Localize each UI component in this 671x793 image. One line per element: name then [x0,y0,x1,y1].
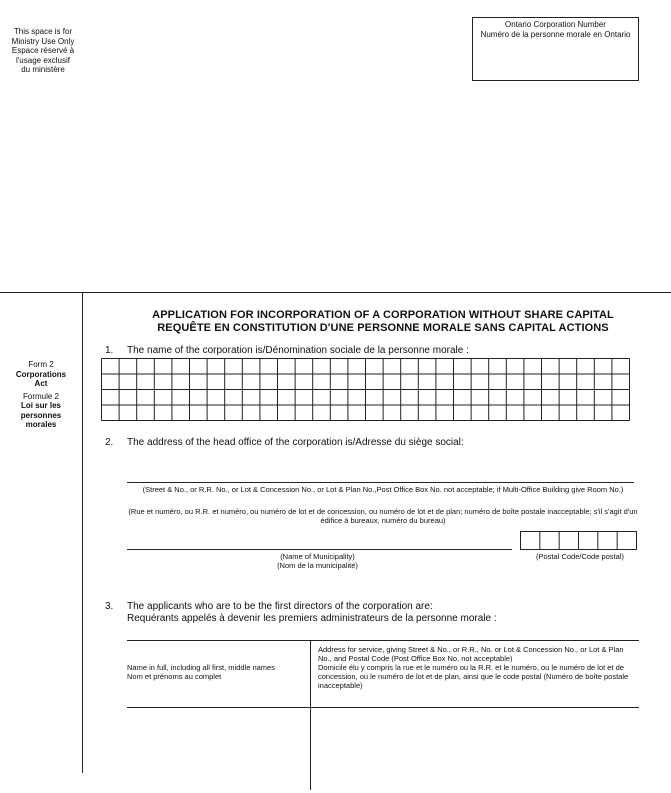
form-number-en: Form 2 [28,360,54,369]
ministry-line: Ministry Use Only [11,36,75,46]
directors-table-top-rule [127,640,639,641]
page-title [90,309,671,335]
divider-horizontal [0,292,671,293]
question-number: 2. [105,437,114,448]
title-en: APPLICATION FOR INCORPORATION OF A CORPORATION WITHOUT SHARE CAPITAL [152,309,614,321]
address-header-fr: Domicile élu y compris la rue et le numéro ou la R.R. et le numéro, ou le numéro de lot et de concession, ou le numéro de lot et de plan, ainsi que le code postal (Numéro de boîte postale inacceptable) [318,663,629,690]
ministry-line: Espace réservé à [11,46,75,55]
directors-table-column-divider [310,640,311,790]
question-1-text: The name of the corporation is/Dénomination sociale de la personne morale : [127,345,469,356]
divider-vertical [82,293,83,773]
address-header-en: Address for service, giving Street & No., or R.R., No. or Lot & Concession No., or Lot & Plan No., and Postal Code (Post Office Box No. not acceptable) [318,645,624,663]
act-name-fr-1: Loi sur les [20,401,61,410]
directors-name-header [127,663,307,681]
question-3-text-en: The applicants who are to be the first directors of the corporation are: [127,601,433,612]
question-number: 1. [105,345,114,356]
street-address-line[interactable] [127,482,634,483]
ministry-line: l'usage exclusif [16,55,70,65]
street-instructions-fr: (Rue et numéro, ou R.R. et numéro, ou numéro de lot et de concession, ou numéro de lot et de plan; numéro de boîte postale inacceptable; s'il s'agit d'un édifice à bureaux, numéro du bureau) [128,507,638,525]
question-1 [105,345,469,357]
municipality-label-fr: (Nom de la municipalité) [277,561,358,570]
ministry-use-note [6,27,80,75]
corp-number-label-fr: Numéro de la personne morale en Ontario [480,29,631,39]
question-2 [105,437,464,449]
postal-code-boxes[interactable] [520,531,638,551]
directors-table-header-rule [127,707,639,708]
postal-code-label: (Postal Code/Code postal) [536,552,624,561]
question-2-text: The address of the head office of the corporation is/Adresse du siège social: [127,437,464,448]
municipality-line[interactable] [127,549,512,550]
street-instructions-en: (Street & No., or R.R. No., or Lot & Concession No., or Lot & Plan No.,Post Office Box No. not acceptable; if Multi-Office Building give Room No.) [142,485,624,494]
name-header-en: Name in full, including all first, middle names [127,663,275,672]
ministry-line: du ministère [21,65,65,74]
corporation-number-field[interactable] [472,17,639,81]
name-header-fr: Nom et prénoms au complet [127,672,222,681]
act-name-en-2: Act [34,379,48,388]
corp-number-label-en: Ontario Corporation Number [505,20,606,29]
corporation-name-grid[interactable] [101,358,631,422]
act-name-en-1: Corporations [15,369,67,379]
municipality-label-en: (Name of Municipality) [280,552,355,561]
ministry-line: This space is for [13,27,73,36]
question-3 [105,601,497,625]
act-name-fr-2: personnes [20,410,62,420]
municipality-label [200,552,435,570]
form-number-fr: Formule 2 [22,391,59,401]
question-number: 3. [105,601,114,612]
title-fr: REQUÊTE EN CONSTITUTION D'UNE PERSONNE MORALE SANS CAPITAL ACTIONS [157,322,609,334]
directors-address-header [318,645,636,690]
act-name-fr-3: morales [25,420,57,429]
question-3-text-fr: Requérants appelés à devenir les premiers administrateurs de la personne morale : [127,613,497,624]
form-identification [0,360,82,430]
